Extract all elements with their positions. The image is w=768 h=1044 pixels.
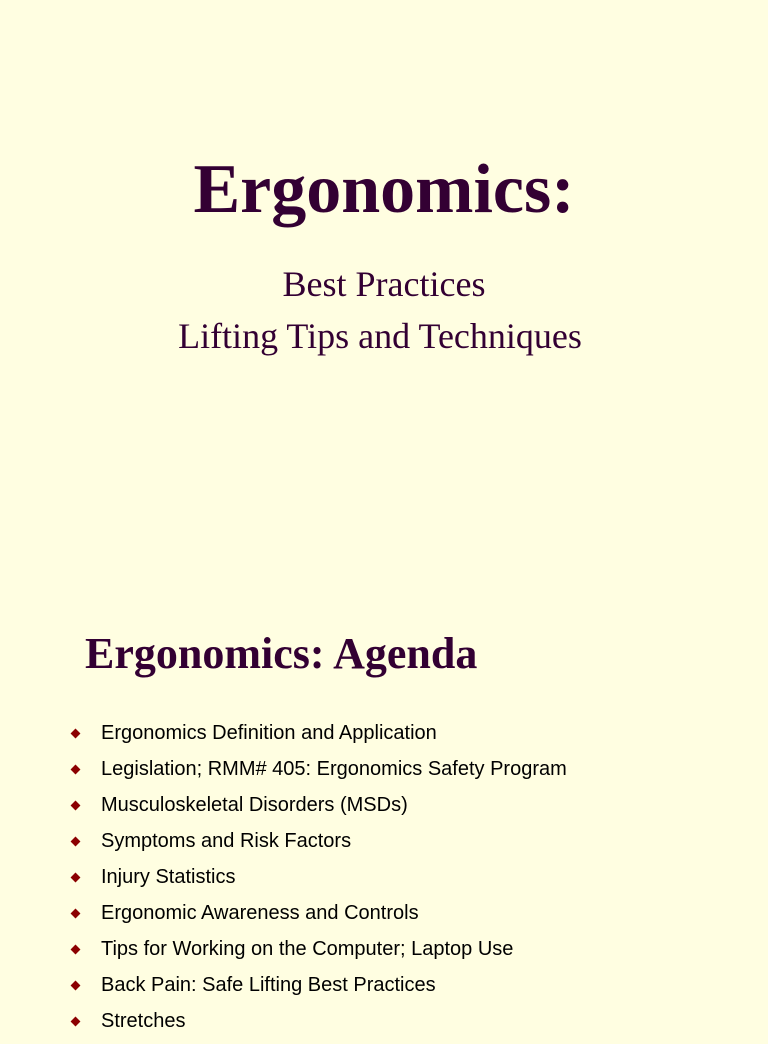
- agenda-item-text: Ergonomic Awareness and Controls: [101, 902, 419, 924]
- agenda-item-text: Legislation; RMM# 405: Ergonomics Safety Program: [101, 758, 567, 780]
- agenda-item: [0, 756, 768, 792]
- diamond-bullet-icon: [71, 1017, 81, 1027]
- agenda-item: [0, 792, 768, 828]
- agenda-item-text: Tips for Working on the Computer; Laptop Use: [101, 938, 514, 960]
- agenda-list: [0, 720, 768, 1044]
- agenda-title: Ergonomics: Agenda: [85, 629, 478, 678]
- agenda-item: [0, 1008, 768, 1044]
- agenda-item-text: Back Pain: Safe Lifting Best Practices: [101, 974, 436, 996]
- agenda-item-text: Musculoskeletal Disorders (MSDs): [101, 794, 408, 816]
- diamond-bullet-icon: [71, 801, 81, 811]
- diamond-bullet-icon: [71, 765, 81, 775]
- agenda-item: [0, 864, 768, 900]
- subtitle-lifting-tips: Lifting Tips and Techniques: [178, 316, 582, 356]
- agenda-item: [0, 936, 768, 972]
- diamond-bullet-icon: [71, 837, 81, 847]
- diamond-bullet-icon: [71, 729, 81, 739]
- agenda-item: [0, 828, 768, 864]
- agenda-item-text: Symptoms and Risk Factors: [101, 830, 352, 852]
- agenda-item-text: Injury Statistics: [101, 866, 236, 888]
- agenda-item: [0, 900, 768, 936]
- subtitle-best-practices: Best Practices: [282, 264, 486, 304]
- agenda-item: [0, 720, 768, 756]
- agenda-item-text: Stretches: [101, 1010, 186, 1032]
- agenda-item-text: Ergonomics Definition and Application: [101, 722, 437, 744]
- diamond-bullet-icon: [71, 909, 81, 919]
- main-title: Ergonomics:: [193, 151, 575, 228]
- diamond-bullet-icon: [71, 945, 81, 955]
- diamond-bullet-icon: [71, 873, 81, 883]
- agenda-slide: [0, 580, 768, 1032]
- diamond-bullet-icon: [71, 981, 81, 991]
- agenda-item: [0, 972, 768, 1008]
